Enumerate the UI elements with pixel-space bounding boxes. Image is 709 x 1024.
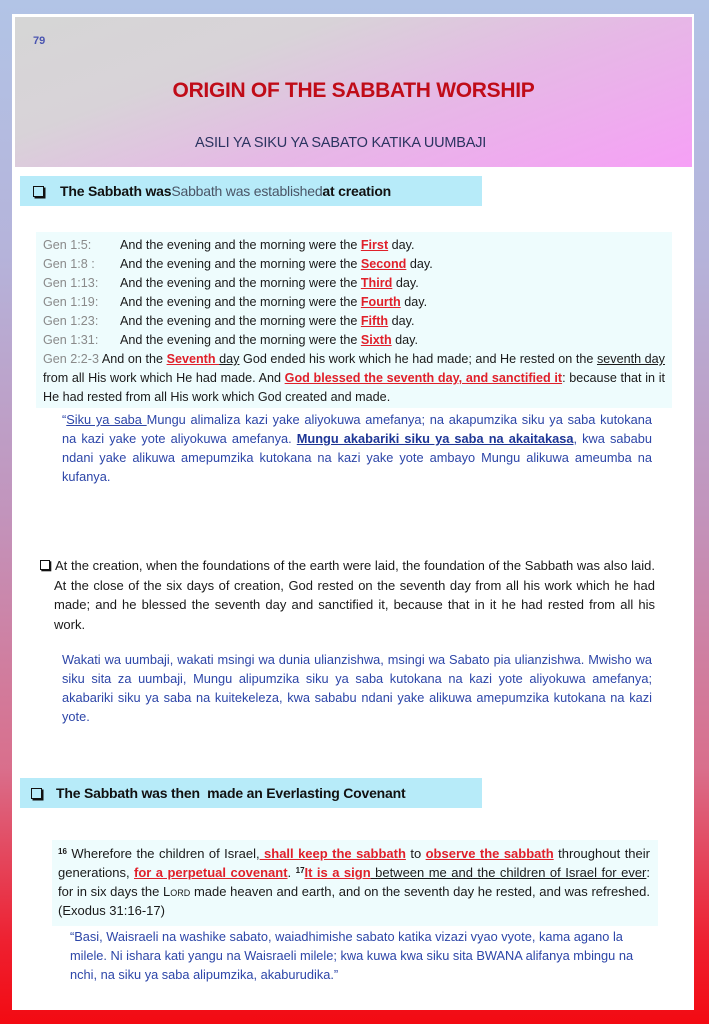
verse-text: And the evening and the morning were the bbox=[120, 257, 361, 271]
verse-ref: Gen 1:31: bbox=[43, 333, 99, 347]
day-highlight: Third bbox=[360, 276, 393, 290]
verse-ref: Gen 1:23: bbox=[43, 314, 99, 328]
day-highlight: Fifth bbox=[360, 314, 389, 328]
swahili-exodus-translation: “Basi, Waisraeli na washike sabato, waiadhimishe sabato katika vizazi vyao vyote, kama agano la milele. Ni ishara kati yangu na Waisraeli milele; kwa kuwa kwa siku sita BWANA alifanya mbingu na nchi, na siku ya saba alipumzika, akaburudika.” bbox=[70, 929, 634, 982]
creation-foundation-paragraph bbox=[40, 556, 655, 634]
swahili-text: , kwa sababu ndani yake alikuwa amepumzika kutokana na kazi yake yote ambayo Mungu alikuwa ameumba na kufanya. bbox=[62, 431, 652, 484]
swahili-text: Mungu alimaliza kazi yake aliyokuwa amefanya; na akapumzika siku ya saba kutokana na kazi yake yote aliyokuwa amefanya. bbox=[62, 412, 653, 446]
verse-text: to bbox=[405, 846, 426, 861]
day-highlight: Sixth bbox=[360, 333, 392, 347]
observe-sabbath-highlight: observe the sabbath bbox=[425, 846, 554, 861]
seventh-day-underlined: seventh day bbox=[596, 352, 665, 366]
genesis-verse-line bbox=[43, 274, 665, 293]
day-highlight: Second bbox=[360, 257, 407, 271]
verse-text: And the evening and the morning were the bbox=[120, 295, 361, 309]
swahili-bold-highlight: Mungu akabariki siku ya saba na akaitakasa bbox=[296, 431, 574, 446]
exodus-verse-box bbox=[52, 840, 658, 926]
checkbox-bullet-icon bbox=[33, 186, 44, 197]
lord-small-caps: Lord bbox=[163, 884, 191, 899]
verse-text: : because that in it He had rested from all His work which God created and made. bbox=[43, 371, 665, 404]
between-underlined: between me and the children of Israel for ever bbox=[370, 865, 647, 880]
genesis-verse-line bbox=[43, 255, 665, 274]
verse-end: day. bbox=[406, 257, 433, 271]
paragraph-text: At the creation, when the foundations of the earth were laid, the foundation of the Sabbath was also laid. At the close of the six days of creation, God rested on the seventh day from all his work which he had made; and he blessed the seventh day and sanctified it, because that in it he had rested from all his work. bbox=[54, 558, 655, 632]
page-subtitle: ASILI YA SIKU YA SABATO KATIKA UUMBAJI bbox=[195, 135, 487, 151]
swahili-genesis-translation bbox=[62, 410, 652, 486]
genesis-verses-box bbox=[36, 232, 672, 408]
header-banner bbox=[15, 17, 692, 167]
blessed-highlight: God blessed the seventh day, and sanctified it bbox=[284, 371, 563, 385]
verse-number: 16 bbox=[58, 847, 67, 856]
day-highlight: First bbox=[360, 238, 389, 252]
verse-ref: Gen 1:13: bbox=[43, 276, 99, 290]
swahili-foundation-translation: Wakati wa uumbaji, wakati msingi wa dunia ulianzishwa, msingi wa Sabato pia ulianzishwa. Mwisho wa siku sita za uumbaji, Mungu alipumzika siku ya saba kutokana na kazi yote aliyokuwa amefanya; akabariki siku ya saba na kuitekeleza, kwa sababu ndani yake alikuwa amepumzika kutokana na kazi yote. bbox=[62, 652, 652, 724]
verse-text: God ended his work which he had made; and He rested on the bbox=[239, 352, 597, 366]
genesis-verse-line bbox=[43, 293, 665, 312]
swahili-underlined: Siku ya saba bbox=[66, 412, 147, 427]
verse-text: And the evening and the morning were the bbox=[120, 314, 361, 328]
verse-text: . bbox=[287, 865, 296, 880]
verse-end: day. bbox=[391, 333, 419, 347]
heading-text-part2: Sabbath was established bbox=[171, 183, 323, 199]
verse-end: day. bbox=[400, 295, 428, 309]
section-heading-creation bbox=[20, 176, 482, 206]
genesis-verse-line bbox=[43, 236, 665, 255]
verse-text: And the evening and the morning were the bbox=[120, 238, 361, 252]
heading-text-part3: at creation bbox=[322, 183, 392, 199]
day-underlined: day bbox=[219, 352, 240, 366]
verse-text: : for in six days the bbox=[58, 865, 651, 899]
sign-highlight: It is a sign bbox=[304, 865, 371, 880]
page-number: 79 bbox=[33, 35, 46, 47]
quote-mark: “ bbox=[62, 412, 67, 427]
genesis-verse-line bbox=[43, 312, 665, 331]
genesis-verse-line bbox=[43, 331, 665, 350]
day-highlight: Fourth bbox=[360, 295, 401, 309]
verse-end: day. bbox=[388, 238, 415, 252]
verse-text: throughout their generations, bbox=[58, 846, 650, 880]
heading-text-part1: The Sabbath was bbox=[60, 183, 172, 199]
verse-end: day. bbox=[388, 314, 415, 328]
verse-text: from all His work which He had made. And bbox=[43, 371, 285, 385]
verse-ref: Gen 1:8 : bbox=[43, 257, 95, 271]
verse-text: made heaven and earth, and on the seventh day he rested, and was refreshed. (Exodus 31:16-17) bbox=[58, 884, 650, 918]
heading-text: The Sabbath was then made an Everlasting Covenant bbox=[56, 785, 406, 801]
checkbox-bullet-icon bbox=[40, 560, 50, 570]
verse-ref: Gen 1:19: bbox=[43, 295, 99, 309]
keep-sabbath-highlight: shall keep the sabbath bbox=[259, 846, 406, 861]
verse-text: Wherefore the children of Israel, bbox=[66, 846, 260, 861]
section-heading-covenant bbox=[20, 778, 482, 808]
verse-end: day. bbox=[392, 276, 419, 290]
genesis-2-2-verse bbox=[43, 350, 665, 407]
verse-ref: Gen 1:5: bbox=[43, 238, 92, 252]
checkbox-bullet-icon bbox=[31, 788, 42, 799]
perpetual-covenant-highlight: for a perpetual covenant bbox=[134, 865, 288, 880]
verse-text: And on the bbox=[99, 352, 167, 366]
verse-number: 17 bbox=[295, 866, 305, 875]
page-title: ORIGIN OF THE SABBATH WORSHIP bbox=[172, 79, 535, 102]
seventh-highlight: Seventh bbox=[166, 352, 220, 366]
verse-text: And the evening and the morning were the bbox=[120, 333, 361, 347]
verse-text: And the evening and the morning were the bbox=[120, 276, 361, 290]
page bbox=[12, 14, 694, 1010]
verse-ref: Gen 2:2-3 bbox=[43, 352, 100, 366]
